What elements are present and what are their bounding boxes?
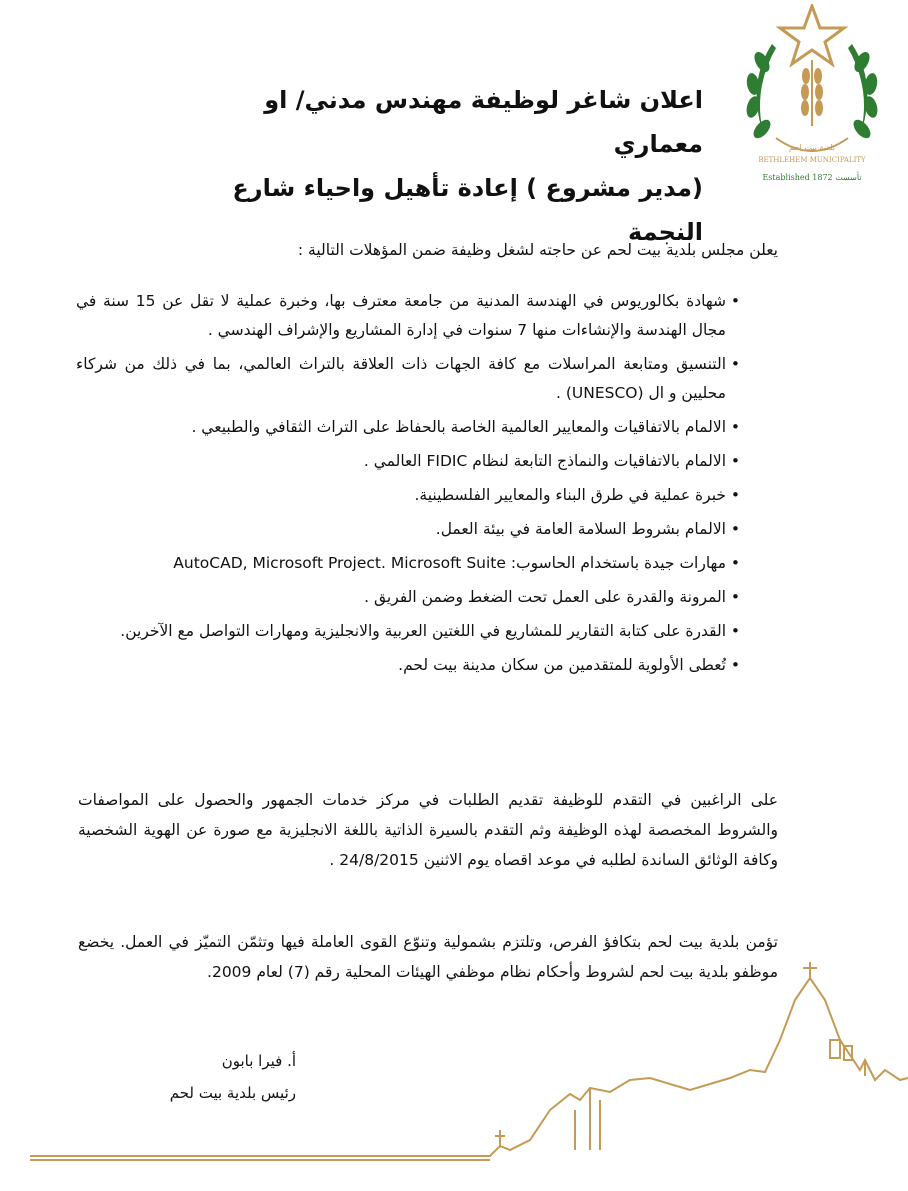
list-item: • الالمام بالاتفاقيات والمعايير العالمية الخاصة بالحفاظ على التراث الثقافي والطبيعي . (76, 413, 736, 442)
bethlehem-skyline-line-art-icon (30, 960, 908, 1191)
list-item: • خبرة عملية في طرق البناء والمعايير الفلسطينية. (76, 481, 736, 510)
title-line-2: (مدير مشروع ) إعادة تأهيل واحياء شارع النجمة (232, 174, 703, 246)
application-paragraph: على الراغبين في التقدم للوظيفة تقديم الطلبات في مركز خدمات الجمهور والحصول على المواصفات والشروط المخصصة لهذه الوظيفة وثم التقدم بالسيرة الذاتية باللغة الانجليزية مع صورة عن الهوية الشخصية وكافة الوثائق الساندة لطلبه في موعد اقصاه يوم الاثنين 24/8/2015 . (78, 791, 778, 869)
logo-arc-text: BETHLEHEM MUNICIPALITY (758, 156, 866, 164)
list-item: • مهارات جيدة باستخدام الحاسوب: AutoCAD, Microsoft Project. Microsoft Suite (76, 549, 736, 578)
logo-arabic-text: بلدية بيت لحم (788, 143, 836, 152)
bethlehem-municipality-logo (732, 4, 892, 186)
requirements-list (76, 287, 736, 685)
list-item: • القدرة على كتابة التقارير للمشاريع في اللغتين العربية والانجليزية ومهارات التواصل مع الآخرين. (76, 617, 736, 646)
list-item: • شهادة بكالوريوس في الهندسة المدنية من جامعة معترف بها، وخبرة عملية لا تقل عن 15 سنة في مجال الهندسة والإنشاءات منها 7 سنوات في إدارة المشاريع والإشراف الهندسي . (76, 287, 736, 345)
list-item: • الالمام بشروط السلامة العامة في بيئة العمل. (76, 515, 736, 544)
intro-text: يعلن مجلس بلدية بيت لحم عن حاجته لشغل وظيفة ضمن المؤهلات التالية : (297, 241, 778, 259)
star-icon (780, 6, 844, 64)
list-item: • التنسيق ومتابعة المراسلات مع كافة الجهات ذات العلاقة بالتراث العالمي، بما في ذلك من شركاء محليين و ال (UNESCO) . (76, 350, 736, 408)
equality-paragraph: تؤمن بلدية بيت لحم بتكافؤ الفرص، وتلتزم بشمولية وتنوّع القوى العاملة فيها وتثمّن التميّز في العمل. يخضع موظفو بلدية بيت لحم لشروط وأحكام نظام موظفي الهيئات المحلية رقم (7) لعام 2009. (78, 933, 778, 981)
list-item: • تُعطى الأولوية للمتقدمين من سكان مدينة بيت لحم. (76, 651, 736, 680)
wheat-icon (802, 60, 822, 126)
logo-established-text: Established 1872 تأسست (762, 173, 862, 182)
title-line-1: اعلان شاغر لوظيفة مهندس مدني/ او معماري (264, 86, 703, 158)
list-item: • الالمام بالاتفاقيات والنماذج التابعة لنظام FIDIC العالمي . (76, 447, 736, 476)
page-title (183, 78, 703, 254)
signatory-title: رئيس بلدية بيت لحم (169, 1084, 296, 1102)
signatory-name: أ. فيرا بابون (221, 1052, 296, 1070)
signature-block (170, 1045, 296, 1109)
list-item: • المرونة والقدرة على العمل تحت الضغط وضمن الفريق . (76, 583, 736, 612)
